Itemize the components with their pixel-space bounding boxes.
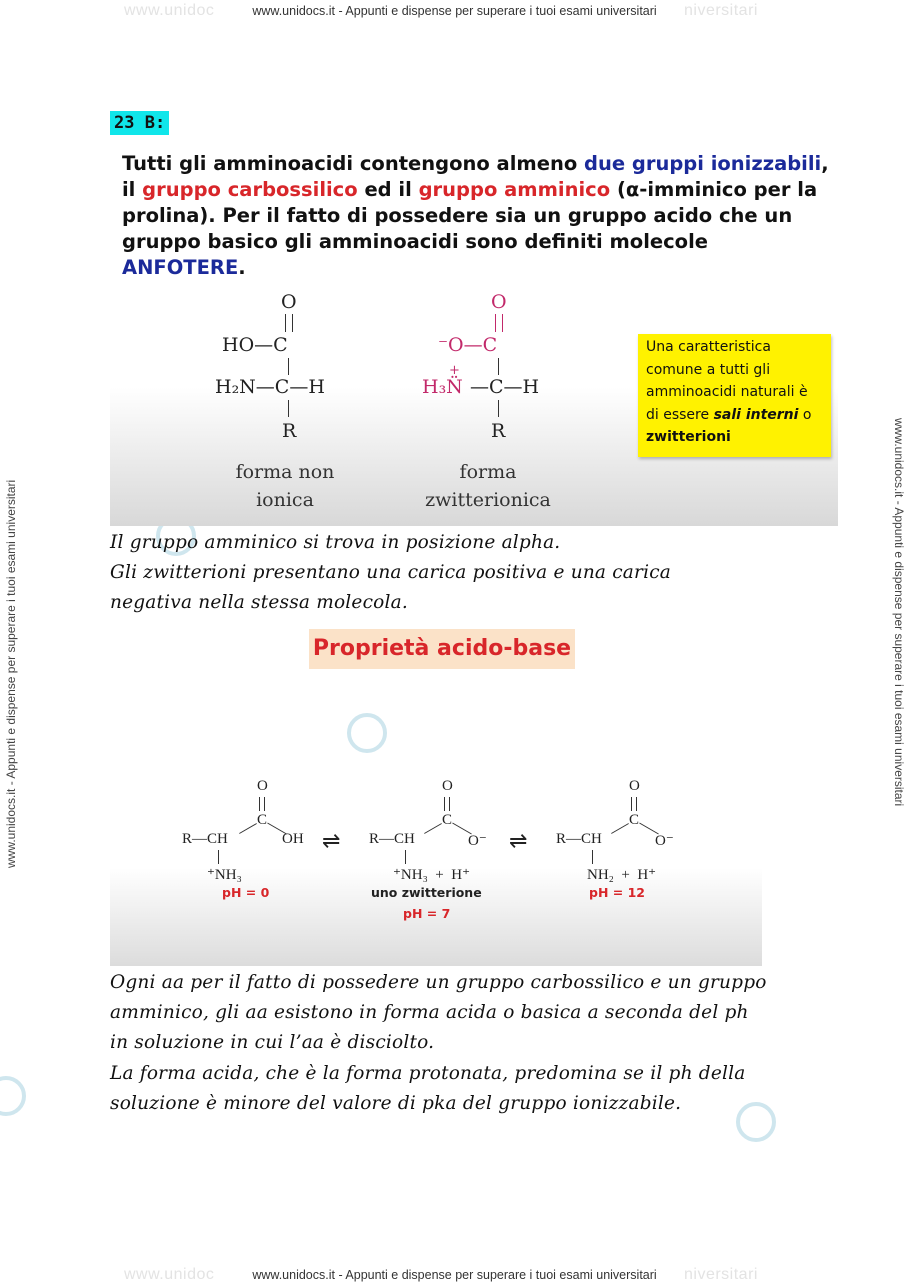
s3-bond-down — [592, 850, 593, 864]
note2-line-1: Ogni aa per il fatto di possedere un gruppo carbossilico e un gruppo — [110, 972, 767, 993]
note2-line-2: amminico, gli aa esistono in forma acida o basica a seconda del ph — [110, 1002, 749, 1023]
s1-hydroxyl: OH — [282, 831, 304, 847]
s3-carboxylate: O⁻ — [655, 833, 674, 849]
equilibrium-arrow-2: ⇌ — [509, 828, 528, 853]
s3-carbon: C — [629, 812, 640, 828]
s2-bond-down — [405, 850, 406, 864]
s3-chain: R—CH — [556, 831, 602, 847]
header-watermark: www.unidocs.it - Appunti e dispense per superare i tuoi esami universitari — [252, 4, 657, 18]
right-alpha-carbon-row: —C—H — [470, 376, 540, 398]
right-caption — [408, 458, 568, 514]
s3-oxygen: O — [629, 778, 640, 794]
note-text-2: o — [798, 406, 812, 423]
left-bond-vertical-1 — [288, 358, 289, 375]
note-line-1: Il gruppo amminico si trova in posizione alpha. — [110, 532, 561, 553]
s1-ph: pH = 0 — [222, 885, 270, 900]
note-bold: zwitterioni — [646, 429, 731, 445]
s1-amine: ⁺NH₃ — [207, 867, 242, 883]
left-double-bond — [285, 314, 293, 332]
left-caption-line-1: forma non — [235, 461, 335, 483]
faint-watermark-right-bottom: niversitari — [684, 1266, 758, 1283]
intro-text-1: Tutti gli amminoacidi contengono almeno — [122, 152, 585, 175]
note-emphasis: sali interni — [713, 406, 799, 423]
s2-ph: pH = 7 — [403, 906, 451, 921]
s2-zwitterion-label: uno zwitterione — [371, 885, 482, 900]
s3-amine: NH₂ + H⁺ — [587, 867, 657, 883]
intro-highlight-amino: gruppo amminico — [418, 178, 611, 201]
right-bond-vertical-1 — [498, 358, 499, 375]
right-ammonium: H₃N̈ — [422, 376, 463, 398]
left-bond-vertical-2 — [288, 400, 289, 417]
left-carboxyl-row: HO—C — [222, 334, 288, 356]
note2-line-5: soluzione è minore del valore di pka del gruppo ionizzabile. — [110, 1093, 682, 1114]
properties-title: Proprietà acido-base — [309, 629, 575, 669]
intro-highlight-ionizable: due gruppi ionizzabili — [584, 152, 822, 175]
slide-intro-text — [122, 151, 832, 281]
left-amine-row: H₂N—C—H — [215, 376, 325, 398]
s3-bond-left — [611, 823, 629, 834]
right-double-bond — [495, 314, 503, 332]
footer-watermark: www.unidocs.it - Appunti e dispense per superare i tuoi esami universitari — [252, 1268, 657, 1282]
s1-bond-down — [218, 850, 219, 864]
right-oxygen: O — [491, 291, 507, 313]
equilibrium-arrow-1: ⇌ — [322, 828, 341, 853]
left-r-group: R — [282, 420, 297, 442]
amino-acid-slide — [110, 141, 838, 526]
right-bond-vertical-2 — [498, 400, 499, 417]
s2-amine: ⁺NH₃ + H⁺ — [393, 867, 471, 883]
watermark-logo-icon — [347, 713, 387, 753]
intro-highlight-anfotere: ANFOTERE — [122, 256, 239, 279]
right-carboxylate-row: ⁻O—C — [438, 334, 498, 356]
s2-carboxylate: O⁻ — [468, 833, 487, 849]
intro-text-5: . — [238, 256, 246, 279]
s2-chain: R—CH — [369, 831, 415, 847]
s2-carbon: C — [442, 812, 453, 828]
intro-highlight-carboxyl: gruppo carbossilico — [142, 178, 358, 201]
s1-oxygen: O — [257, 778, 268, 794]
faint-watermark-left-bottom: www.unidoc — [124, 1266, 215, 1283]
zwitterion-note-box — [638, 334, 831, 457]
right-caption-line-2: zwitterionica — [425, 489, 551, 511]
right-plus-charge: + — [449, 363, 460, 378]
side-watermark-right-text: www.unidocs.it - Appunti e dispense per superare i tuoi esami universitari — [892, 418, 906, 807]
right-caption-line-1: forma — [459, 461, 517, 483]
left-oxygen: O — [281, 291, 297, 313]
note-line-2: Gli zwitterioni presentano una carica positiva e una carica — [110, 562, 671, 583]
s2-oxygen: O — [442, 778, 453, 794]
s1-carbon: C — [257, 812, 268, 828]
intro-text-4: (α-imminico per la prolina). Per il fatto di possedere sia un gruppo acido che un gruppo basico gli amminoacidi sono definiti molecole — [122, 178, 818, 253]
s2-bond-left — [424, 823, 442, 834]
s1-chain: R—CH — [182, 831, 228, 847]
watermark-logo-icon — [0, 1076, 26, 1116]
right-r-group: R — [491, 420, 506, 442]
side-watermark-left-text: www.unidocs.it - Appunti e dispense per superare i tuoi esami universitari — [4, 479, 18, 868]
acid-base-equilibrium-slide — [110, 770, 762, 966]
faint-watermark-right: niversitari — [684, 2, 758, 19]
left-caption-line-2: ionica — [256, 489, 314, 511]
watermark-logo-icon — [736, 1102, 776, 1142]
faint-watermark-left: www.unidoc — [124, 2, 215, 19]
left-caption — [210, 458, 360, 514]
note-line-3: negativa nella stessa molecola. — [110, 592, 408, 613]
section-label: 23 B: — [110, 111, 169, 135]
s3-double-bond — [631, 797, 637, 811]
s3-ph: pH = 12 — [589, 885, 645, 900]
note2-line-3: in soluzione in cui l’aa è disciolto. — [110, 1032, 435, 1053]
note-text-1: Una caratteristica comune a tutti gli amminoacidi naturali è di essere — [646, 339, 808, 423]
s1-double-bond — [259, 797, 265, 811]
s2-double-bond — [444, 797, 450, 811]
note2-line-4: La forma acida, che è la forma protonata, predomina se il ph della — [110, 1063, 746, 1084]
intro-text-2: , il — [122, 152, 829, 201]
s1-bond-left — [239, 823, 257, 834]
intro-text-3: ed il — [357, 178, 419, 201]
